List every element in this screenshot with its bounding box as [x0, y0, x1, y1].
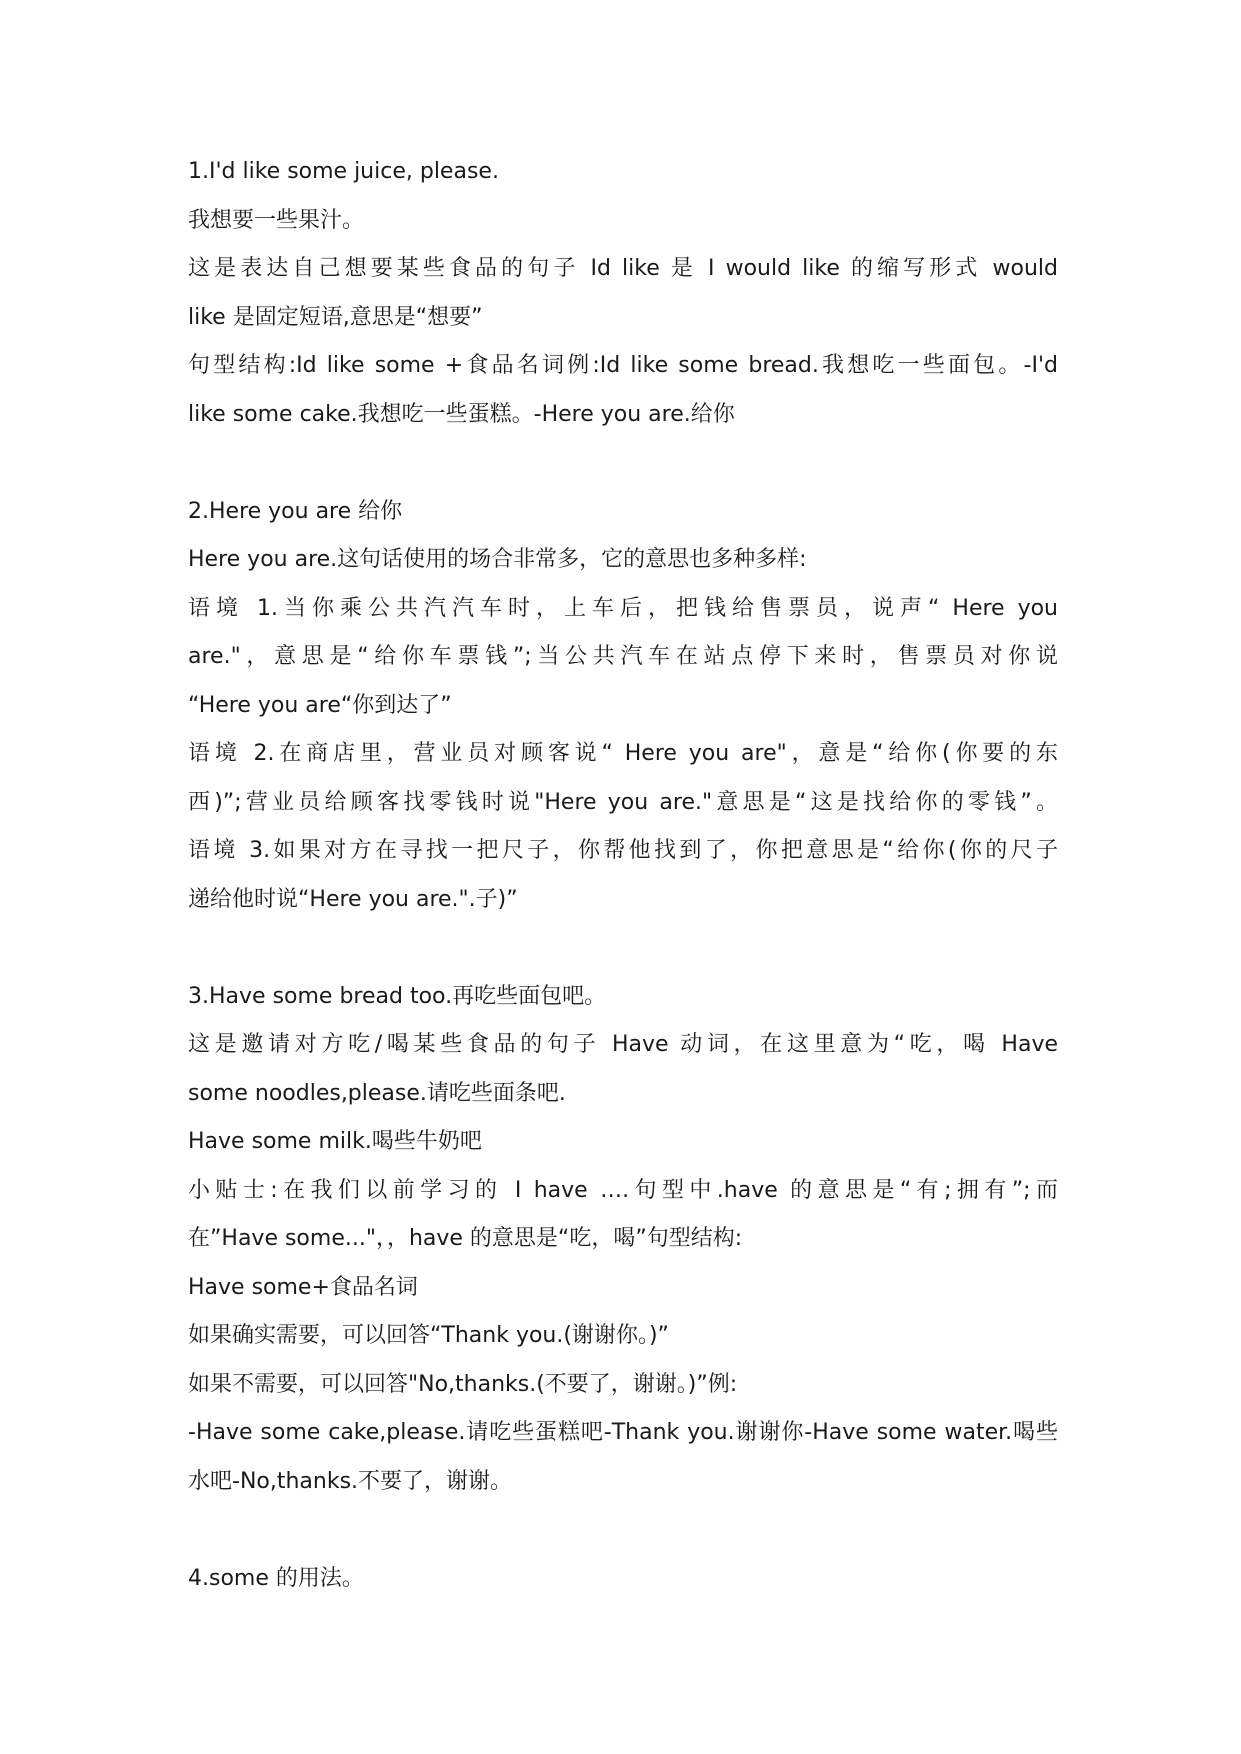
paragraph-line: 语境 3.如果对方在寻找一把尺子，你帮他找到了，你把意思是“给你(你的尺子 [188, 838, 1058, 863]
paragraph-line: 我想要一些果汁。 [188, 207, 365, 233]
paragraph-line: “Here you are“你到达了” [188, 692, 452, 718]
paragraph-line: 句型结构:Id like some +食品名词例:Id like some bread.我想吃一些面包。-I'd [188, 353, 1058, 378]
paragraph-line: 语境 2.在商店里，营业员对顾客说“ Here you are"，意是“给你(你要的东 [188, 741, 1058, 766]
paragraph-line: 小贴士:在我们以前学习的 I have ….句型中.have 的意思是“有;拥有”;而 [188, 1177, 1058, 1203]
paragraph-line: like some cake.我想吃一些蛋糕。-Here you are.给你 [188, 401, 735, 427]
section-2-heading: 2.Here you are 给你 [188, 498, 403, 524]
section-4-heading: 4.some 的用法。 [188, 1565, 364, 1591]
paragraph-line: 这是邀请对方吃/喝某些食品的句子 Have 动词，在这里意为“吃，喝 Have [188, 1032, 1058, 1057]
paragraph-line: some noodles,please.请吃些面条吧. [188, 1080, 566, 1106]
paragraph-line: 语境 1.当你乘公共汽汽车时，上车后，把钱给售票员，说声“ Here you [188, 595, 1058, 621]
paragraph-line: are."，意思是“给你车票钱”;当公共汽车在站点停下来时，售票员对你说 [188, 644, 1058, 669]
section-1-heading: 1.I'd like some juice, please. [188, 159, 499, 184]
paragraph-line: 如果不需要，可以回答"No,thanks.(不要了，谢谢。)”例: [188, 1371, 738, 1397]
paragraph-line: 水吧-No,thanks.不要了，谢谢。 [188, 1468, 513, 1494]
paragraph-line: 这是表达自己想要某些食品的句子 Id like 是 I would like 的缩写形式 would [188, 256, 1058, 281]
paragraph-line: 如果确实需要，可以回答“Thank you.(谢谢你。)” [188, 1323, 669, 1348]
paragraph-line: 在”Have some..."，，have 的意思是“吃，喝”句型结构: [188, 1226, 743, 1251]
paragraph-line: -Have some cake,please.请吃些蛋糕吧-Thank you.谢谢你-Have some water.喝些 [188, 1420, 1058, 1445]
document-page [188, 148, 1058, 1603]
paragraph-line: Have some milk.喝些牛奶吧 [188, 1129, 482, 1154]
blank-line [188, 1506, 1058, 1555]
paragraph-line: 西)”;营业员给顾客找零钱时说"Here you are."意思是“这是找给你的零钱”。 [188, 789, 1058, 815]
paragraph-line: 递给他时说“Here you are.".子)” [188, 886, 518, 912]
blank-line [188, 439, 1058, 488]
paragraph-line: Have some+食品名词 [188, 1274, 418, 1300]
paragraph-line: Here you are.这句话使用的场合非常多，它的意思也多种多样: [188, 547, 807, 572]
blank-line [188, 924, 1058, 973]
paragraph-line: like 是固定短语,意思是“想要” [188, 304, 483, 330]
section-3-heading: 3.Have some bread too.再吃些面包吧。 [188, 983, 607, 1009]
